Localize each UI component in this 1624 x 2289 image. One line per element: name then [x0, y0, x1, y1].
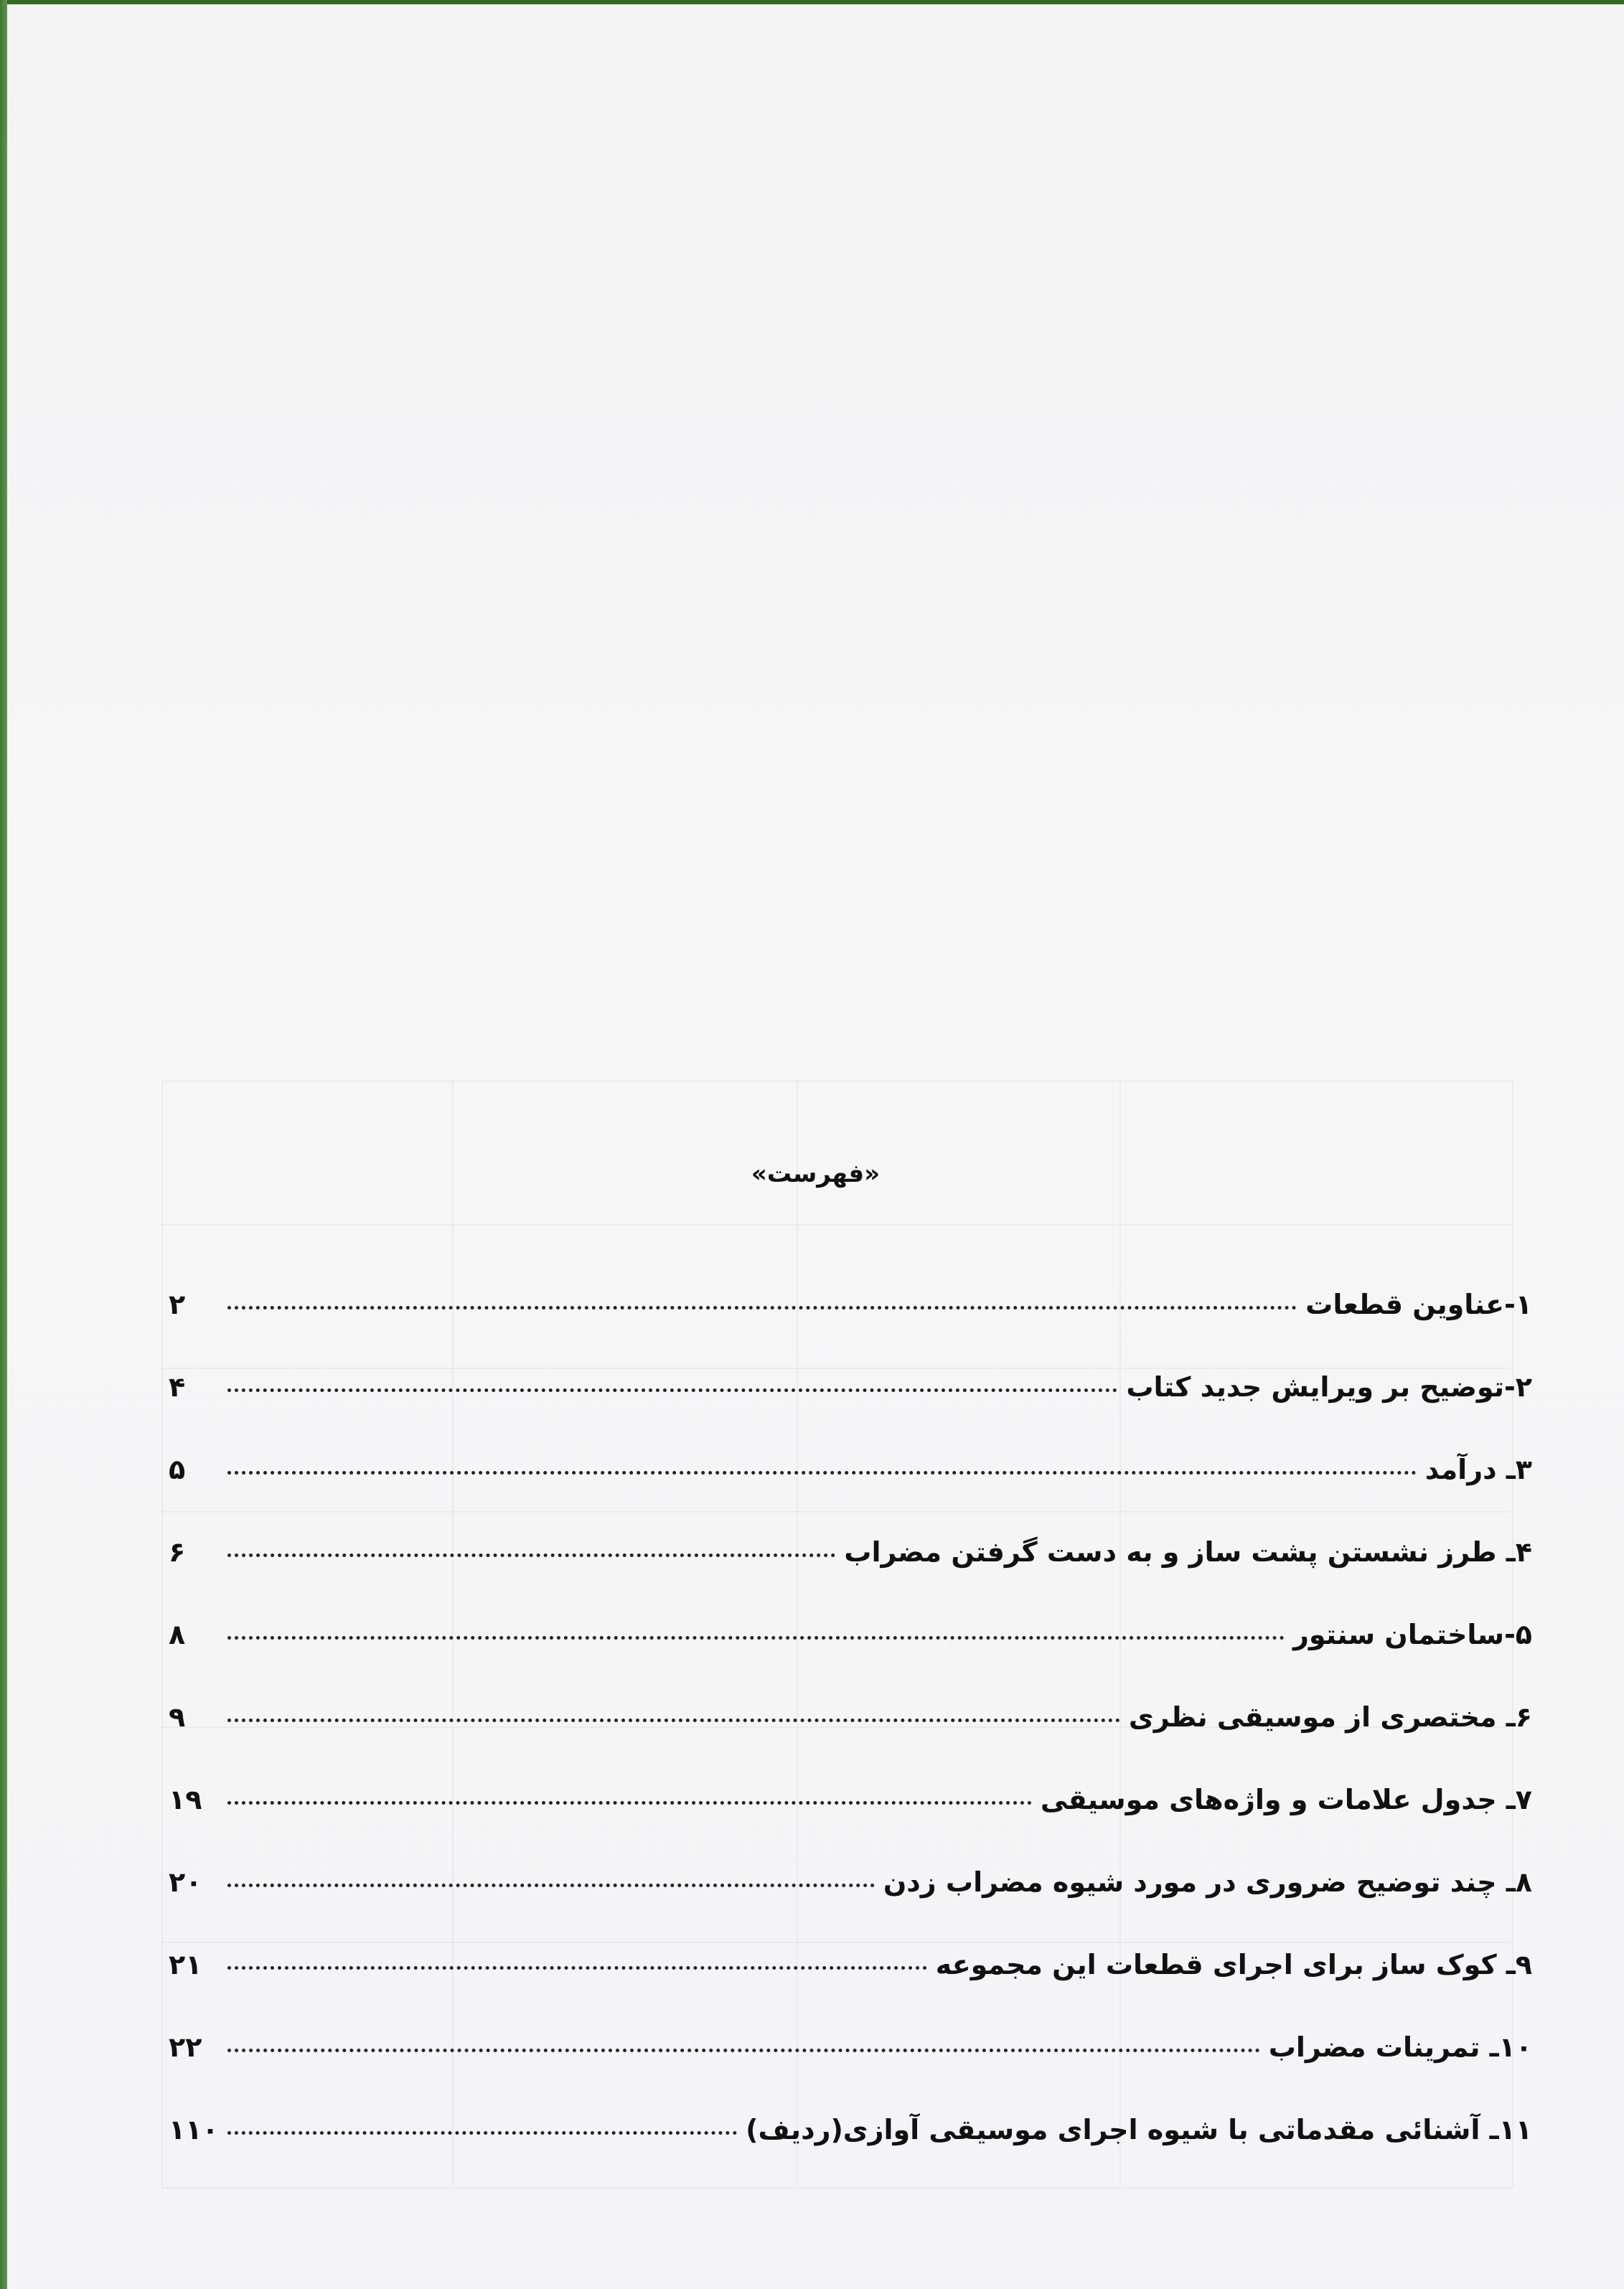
toc-page-number: ۸: [169, 1619, 186, 1650]
background-edge-left: [0, 0, 7, 2289]
toc-entry: [169, 1371, 1532, 1454]
toc-page-number: ۴: [169, 1371, 186, 1403]
leader-dots: [227, 1884, 875, 1887]
leader-dots: [227, 1719, 1120, 1722]
leader-dots: [227, 1471, 1417, 1475]
toc-entry: [169, 1454, 1532, 1536]
toc-entry: [169, 1866, 1532, 1949]
toc-entry: [169, 2114, 1532, 2196]
page-title: «فهرست»: [751, 1160, 881, 1188]
toc-entry: [169, 1784, 1532, 1866]
toc-page-number: ۱۹: [169, 1784, 202, 1815]
toc-page-number: ۲۰: [169, 1866, 202, 1898]
toc-entry: [169, 1619, 1532, 1701]
toc-entry-label: ۸ـ چند توضیح ضروری در مورد شیوه مضراب زدن: [883, 1866, 1532, 1898]
toc-page-number: ۲۱: [169, 1949, 202, 1980]
toc-page-number: ۲۲: [169, 2031, 202, 2063]
toc-entry: [169, 1289, 1532, 1371]
table-of-contents: [169, 1289, 1532, 2196]
show-through-line: [161, 1224, 1511, 1226]
leader-dots: [227, 2049, 1260, 2052]
leader-dots: [227, 1554, 835, 1557]
toc-entry-label: ۵-ساختمان سنتور: [1292, 1619, 1532, 1650]
toc-entry-label: ۴ـ طرز نشستن پشت ساز و به دست گرفتن مضراب: [844, 1536, 1532, 1568]
toc-entry-label: ۱۰ـ تمرینات مضراب: [1268, 2031, 1532, 2063]
toc-page-number: ۶: [169, 1536, 186, 1568]
toc-entry-label: ۱۱ـ آشنائی مقدماتی با شیوه اجرای موسیقی آوازی(ردیف): [746, 2114, 1532, 2145]
document-page: [7, 4, 1624, 2289]
leader-dots: [227, 1966, 927, 1970]
toc-entry-label: ۹ـ کوک ساز برای اجرای قطعات این مجموعه: [935, 1949, 1532, 1980]
toc-page-number: ۱۱۰: [169, 2114, 219, 2145]
toc-entry-label: ۲-توضیح بر ویرایش جدید کتاب: [1126, 1371, 1532, 1403]
toc-entry-label: ۱-عناوین قطعات: [1305, 1289, 1532, 1320]
leader-dots: [227, 1306, 1297, 1310]
toc-entry: [169, 1536, 1532, 1619]
toc-entry: [169, 2031, 1532, 2114]
toc-entry: [169, 1949, 1532, 2031]
leader-dots: [227, 1801, 1032, 1805]
toc-entry-label: ۶ـ مختصری از موسیقی نظری: [1128, 1701, 1532, 1733]
leader-dots: [227, 2131, 737, 2135]
toc-page-number: ۵: [169, 1454, 186, 1485]
toc-entry-label: ۷ـ جدول علامات و واژه‌های موسیقی: [1040, 1784, 1532, 1815]
toc-entry: [169, 1701, 1532, 1784]
leader-dots: [227, 1636, 1285, 1640]
leader-dots: [227, 1388, 1117, 1392]
toc-entry-label: ۳ـ درآمد: [1424, 1454, 1532, 1485]
toc-page-number: ۲: [169, 1289, 186, 1320]
toc-page-number: ۹: [169, 1701, 186, 1733]
